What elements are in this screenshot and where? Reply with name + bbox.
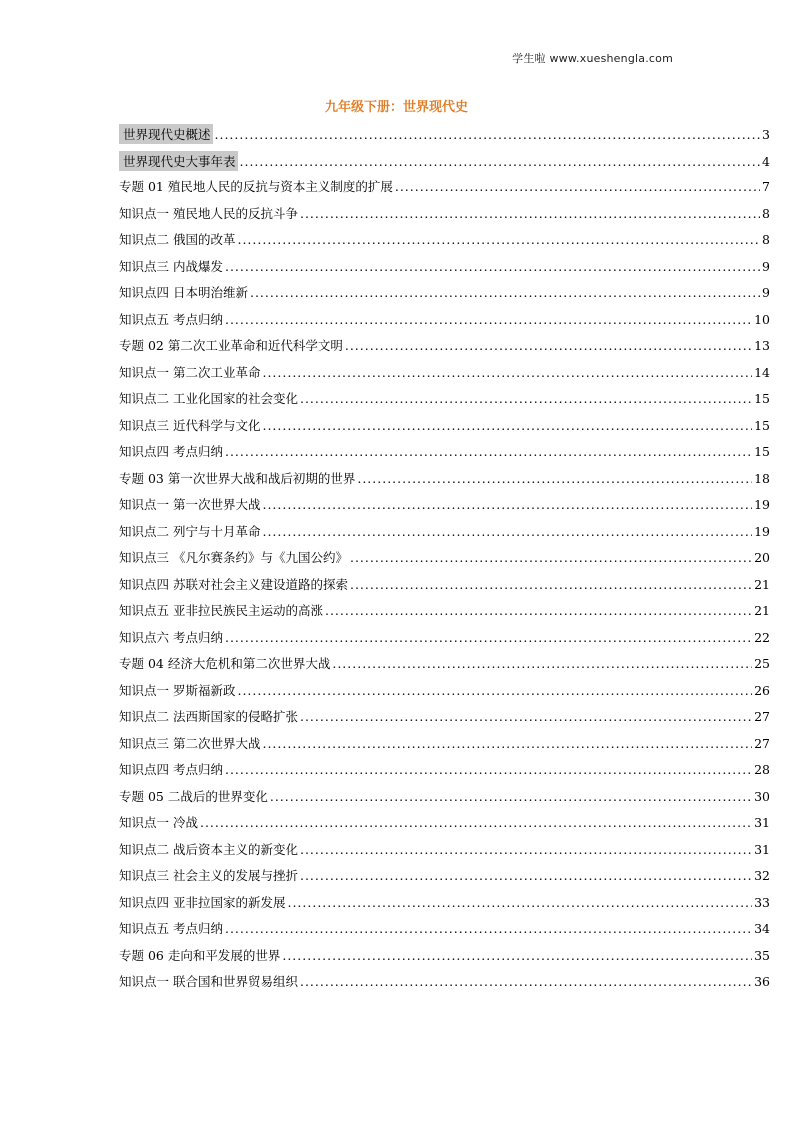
toc-leader-dots [250,285,760,300]
toc-entry-label: 知识点二 工业化国家的社会变化 [119,391,298,406]
toc-entry-label: 知识点一 联合国和世界贸易组织 [119,974,298,989]
toc-leader-dots [350,577,752,592]
table-of-contents [119,120,770,995]
toc-entry[interactable] [119,279,770,306]
toc-entry-page-number: 21 [754,576,770,592]
toc-leader-dots [262,497,752,512]
toc-entry[interactable] [119,677,770,704]
toc-leader-dots [225,630,752,645]
toc-entry-label: 知识点六 考点归纳 [119,629,223,645]
toc-entry-page-number: 20 [754,550,770,565]
toc-entry-page-number: 27 [754,735,770,751]
toc-entry-page-number: 26 [754,682,770,698]
toc-entry[interactable] [119,438,770,465]
toc-entry-label: 知识点二 法西斯国家的侵略扩张 [119,709,298,724]
toc-entry[interactable] [119,359,770,386]
toc-entry-label: 知识点一 冷战 [119,815,198,830]
toc-leader-dots [240,154,761,169]
toc-leader-dots [345,338,752,353]
toc-entry-page-number: 15 [754,417,770,433]
toc-leader-dots [225,312,752,327]
toc-entry-page-number: 13 [754,338,770,353]
toc-entry[interactable] [119,306,770,333]
toc-entry-label: 知识点四 亚非拉国家的新发展 [119,894,286,910]
toc-entry-label: 知识点二 战后资本主义的新变化 [119,841,298,857]
toc-entry[interactable] [119,968,770,995]
toc-leader-dots [237,232,760,247]
toc-entry-page-number: 28 [754,762,770,777]
toc-entry-label: 知识点三 内战爆发 [119,258,223,274]
toc-entry[interactable] [119,518,770,545]
toc-leader-dots [350,550,752,565]
toc-leader-dots [300,206,760,221]
toc-entry-label: 知识点二 俄国的改革 [119,232,236,247]
toc-entry[interactable] [119,889,770,916]
toc-entry-page-number: 21 [754,603,770,618]
toc-entry-page-number: 14 [754,364,770,380]
toc-leader-dots [225,762,752,777]
toc-entry-page-number: 30 [754,788,770,804]
toc-leader-dots [357,471,752,486]
toc-leader-dots [270,789,752,804]
toc-entry-label: 知识点三 近代科学与文化 [119,417,261,433]
toc-entry-page-number: 8 [762,205,770,221]
toc-leader-dots [262,736,752,751]
toc-entry-label: 专题 05 二战后的世界变化 [119,788,268,804]
toc-leader-dots [225,444,752,459]
toc-entry-page-number: 33 [754,894,770,910]
toc-entry-label: 知识点一 第二次工业革命 [119,364,261,380]
toc-entry-label: 专题 01 殖民地人民的反抗与资本主义制度的扩展 [119,179,393,194]
toc-entry-label: 知识点四 考点归纳 [119,762,223,777]
toc-entry-label: 专题 04 经济大危机和第二次世界大战 [119,656,331,671]
toc-entry[interactable] [119,703,770,730]
toc-leader-dots [262,524,752,539]
toc-entry-page-number: 25 [754,656,770,671]
toc-entry[interactable] [119,809,770,836]
toc-entry-label: 专题 03 第一次世界大战和战后初期的世界 [119,470,356,486]
toc-entry[interactable] [119,597,770,624]
toc-entry[interactable] [119,571,770,598]
toc-entry[interactable] [119,226,770,253]
toc-leader-dots [225,921,752,936]
toc-entry[interactable] [119,120,770,147]
toc-entry-label: 知识点四 考点归纳 [119,444,223,459]
toc-entry[interactable] [119,783,770,810]
toc-leader-dots [332,656,752,671]
toc-entry-label: 专题 06 走向和平发展的世界 [119,947,281,963]
toc-entry-page-number: 35 [754,947,770,963]
toc-entry-page-number: 32 [754,868,770,883]
toc-entry-page-number: 10 [754,311,770,327]
toc-entry-label: 知识点三 《凡尔赛条约》与《九国公约》 [119,550,348,565]
toc-entry-label: 知识点一 第一次世界大战 [119,497,261,512]
toc-entry-label: 世界现代史大事年表 [119,151,238,171]
toc-entry-label: 知识点四 日本明治维新 [119,285,248,300]
toc-entry[interactable] [119,544,770,571]
toc-leader-dots [300,842,752,857]
toc-entry[interactable] [119,147,770,174]
toc-entry-page-number: 31 [754,815,770,830]
toc-entry[interactable] [119,942,770,969]
toc-entry-label: 知识点一 殖民地人民的反抗斗争 [119,205,298,221]
toc-entry[interactable] [119,624,770,651]
toc-leader-dots [200,815,752,830]
toc-leader-dots [300,391,752,406]
toc-entry[interactable] [119,253,770,280]
toc-entry-page-number: 4 [762,153,770,169]
toc-entry-page-number: 19 [754,523,770,539]
toc-entry-label: 知识点五 考点归纳 [119,921,223,936]
toc-leader-dots [300,709,752,724]
toc-entry-label: 知识点五 考点归纳 [119,311,223,327]
toc-entry-label: 专题 02 第二次工业革命和近代科学文明 [119,338,343,353]
toc-entry-page-number: 3 [762,127,770,142]
toc-entry[interactable] [119,465,770,492]
toc-entry[interactable] [119,836,770,863]
toc-entry[interactable] [119,200,770,227]
toc-leader-dots [282,948,752,963]
toc-leader-dots [262,365,752,380]
toc-entry-label: 知识点三 社会主义的发展与挫折 [119,868,298,883]
toc-leader-dots [395,179,760,194]
toc-entry-page-number: 31 [754,841,770,857]
toc-entry-page-number: 34 [754,921,770,936]
toc-entry-label: 知识点五 亚非拉民族民主运动的高涨 [119,603,323,618]
toc-entry-page-number: 36 [754,974,770,989]
toc-entry[interactable] [119,915,770,942]
toc-entry-page-number: 9 [762,285,770,300]
toc-entry-label: 知识点四 苏联对社会主义建设道路的探索 [119,576,348,592]
toc-leader-dots [225,259,760,274]
toc-entry[interactable] [119,412,770,439]
toc-leader-dots [215,127,761,142]
toc-entry-page-number: 7 [762,179,770,194]
toc-entry-page-number: 8 [762,232,770,247]
document-title: 九年级下册：世界现代史 [324,100,468,115]
toc-entry[interactable] [119,173,770,200]
toc-leader-dots [262,418,752,433]
toc-entry[interactable] [119,730,770,757]
toc-entry[interactable] [119,756,770,783]
toc-entry-page-number: 18 [754,470,770,486]
toc-entry[interactable] [119,385,770,412]
toc-entry-page-number: 9 [762,258,770,274]
toc-entry[interactable] [119,491,770,518]
toc-leader-dots [287,895,752,910]
toc-entry-label: 知识点三 第二次世界大战 [119,735,261,751]
toc-entry[interactable] [119,332,770,359]
toc-entry[interactable] [119,862,770,889]
toc-entry-page-number: 27 [754,709,770,724]
toc-entry-page-number: 15 [754,444,770,459]
toc-entry-page-number: 22 [754,629,770,645]
toc-entry[interactable] [119,650,770,677]
toc-leader-dots [300,974,752,989]
site-watermark-note: 学生啦 www.xueshengla.com [512,52,673,65]
toc-leader-dots [300,868,752,883]
toc-leader-dots [325,603,752,618]
toc-entry-label: 知识点一 罗斯福新政 [119,682,236,698]
toc-entry-label: 知识点二 列宁与十月革命 [119,523,261,539]
toc-entry-label: 世界现代史概述 [119,124,213,144]
toc-entry-page-number: 15 [754,391,770,406]
toc-leader-dots [237,683,752,698]
toc-entry-page-number: 19 [754,497,770,512]
